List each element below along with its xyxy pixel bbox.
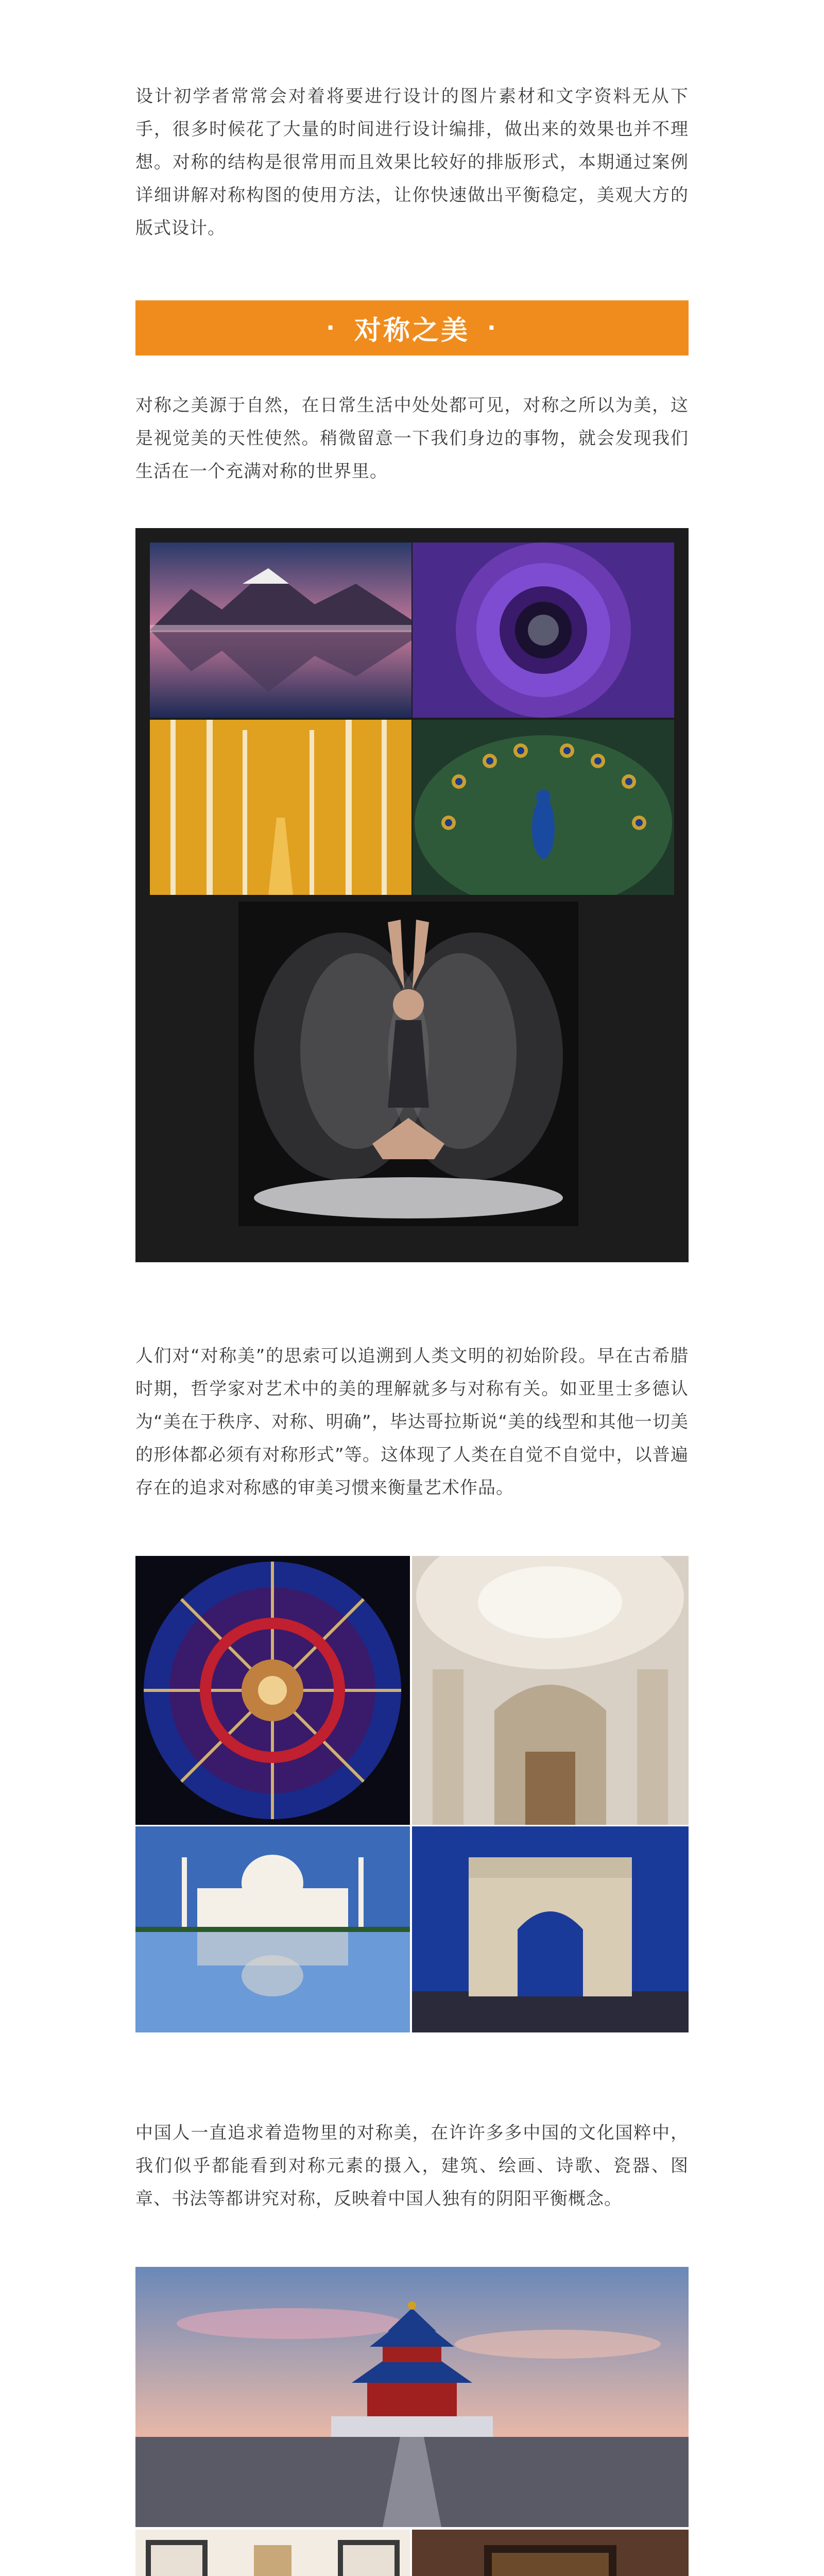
heading-dot-right: ·: [487, 315, 498, 341]
chinese-interior-left-image: [135, 2530, 410, 2576]
peacock-image: [413, 720, 674, 895]
heading-dot-left: ·: [326, 315, 337, 341]
rose-window-image: [135, 1556, 410, 1825]
temple-of-heaven-image: [135, 2267, 689, 2527]
purple-flower-image: [413, 543, 674, 718]
paragraph-history: 人们对“对称美”的思索可以追溯到人类文明的初始阶段。早在古希腊时期，哲学家对艺术中的美的理解就多与对称有关。如亚里士多德认为“美在于秩序、对称、明确”，毕达哥拉斯说“美的线型和其他一切美的形体都必须有对称形式”等。这体现了人类在自觉不自觉中，以普遍存在的追求对称感的审美习惯来衡量艺术作品。: [135, 1346, 689, 1498]
mountain-lake-image: [150, 543, 411, 718]
intro-paragraph: 设计初学者常常会对着将要进行设计的图片素材和文字资料无从下手，很多时候花了大量的时间进行设计编排，做出来的效果也并不理想。对称的结构是很常用而且效果比较好的排版形式，本期通过案例详细讲解对称构图的使用方法，让你快速做出平衡稳定，美观大方的版式设计。: [135, 86, 689, 239]
paragraph-nature: 对称之美源于自然，在日常生活中处处都可见，对称之所以为美，这是视觉美的天性使然。稍微留意一下我们身边的事物，就会发现我们生活在一个充满对称的世界里。: [135, 395, 689, 482]
section-heading: [135, 300, 689, 355]
section-title: 对称之美: [354, 315, 470, 346]
autumn-forest-image: [150, 720, 411, 895]
arc-de-triomphe-image: [412, 1826, 689, 2032]
dancer-image: [238, 902, 578, 1226]
chinese-interior-right-image: [412, 2530, 689, 2576]
nature-collage: [135, 528, 689, 1262]
paragraph-chinese-culture: 中国人一直追求着造物里的对称美，在许许多多中国的文化国粹中，我们似乎都能看到对称元素的摄入，建筑、绘画、诗歌、瓷器、图章、书法等都讲究对称，反映着中国人独有的阴阳平衡概念。: [135, 2123, 689, 2209]
taj-mahal-image: [135, 1826, 410, 2032]
cathedral-interior-image: [412, 1556, 689, 1825]
